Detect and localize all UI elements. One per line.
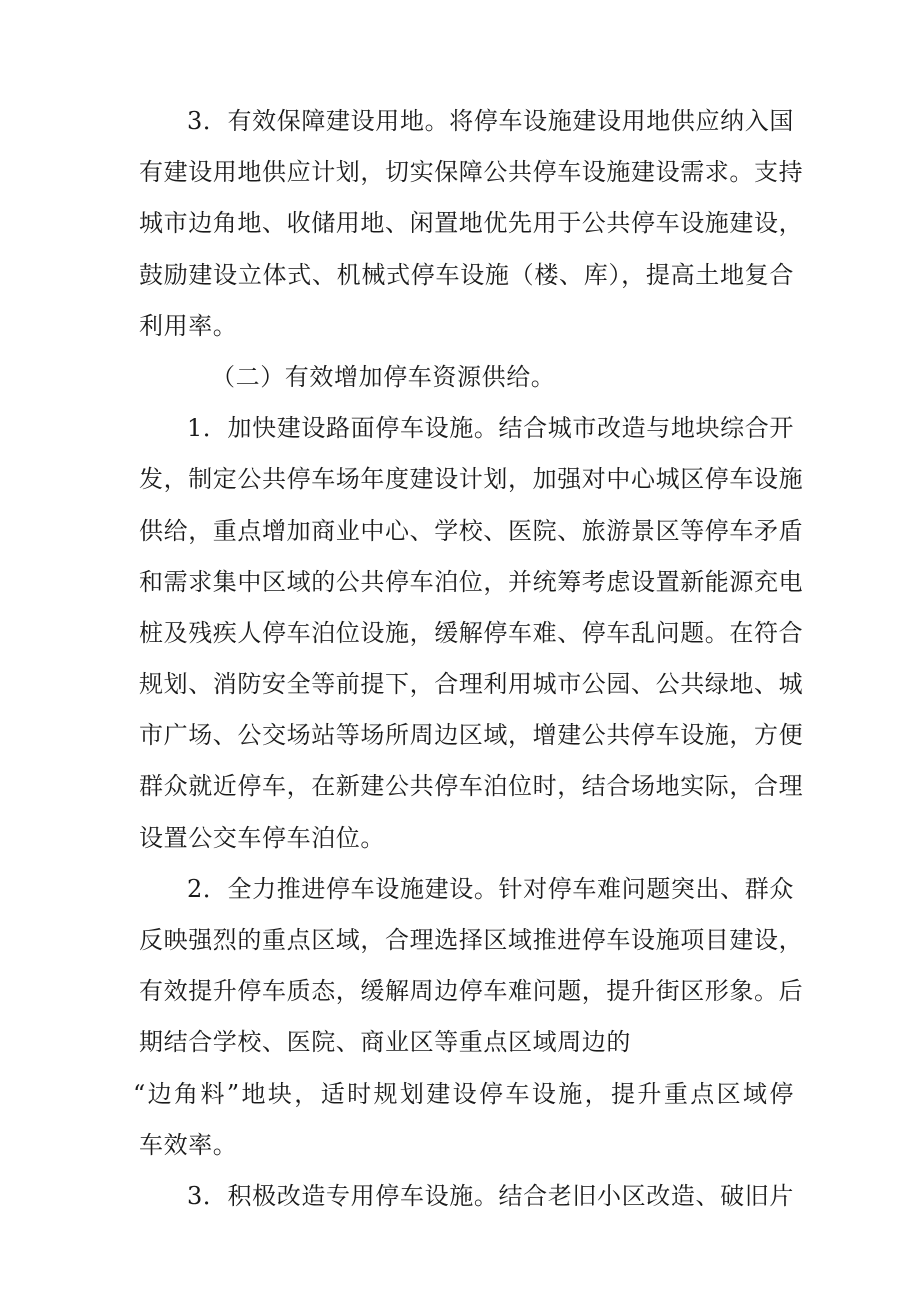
- text-line: 鼓励建设立体式、机械式停车设施（楼、库），提高土地复合: [139, 260, 794, 289]
- text-line: 利用率。: [139, 311, 238, 340]
- text-line: 群众就近停车，在新建公共停车泊位时，结合场地实际，合理: [139, 772, 804, 801]
- text-line: 和需求集中区域的公共停车泊位，并统筹考虑设置新能源充电: [139, 567, 804, 596]
- section-heading: [139, 352, 794, 403]
- paragraph-renovate-parking: [139, 1171, 794, 1222]
- paragraph-promote-construction: [133, 864, 804, 1171]
- heading-line: （二）有效增加停车资源供给。: [211, 362, 556, 391]
- paragraph-road-parking: [139, 403, 804, 864]
- text-line: 车效率。: [139, 1130, 238, 1159]
- text-line: 3．有效保障建设用地。将停车设施建设用地供应纳入国: [187, 107, 794, 135]
- paragraph-land-supply: [139, 96, 804, 352]
- text-line: 市广场、公交场站等场所周边区域，增建公共停车设施，方便: [139, 721, 804, 750]
- text-line: 桩及残疾人停车泊位设施，缓解停车难、停车乱问题。在符合: [139, 618, 804, 647]
- text-line: 设置公交车停车泊位。: [139, 823, 385, 852]
- text-line: 期结合学校、医院、商业区等重点区域周边的: [139, 1028, 631, 1057]
- text-line: 有建设用地供应计划，切实保障公共停车设施建设需求。支持: [139, 158, 804, 187]
- text-line: 规划、消防安全等前提下，合理利用城市公园、公共绿地、城: [139, 670, 804, 699]
- text-line: “边角料”地块，适时规划建设停车设施，提升重点区域停: [133, 1079, 794, 1108]
- text-line: 1．加快建设路面停车设施。结合城市改造与地块综合开: [187, 414, 794, 443]
- text-line: 发，制定公共停车场年度建设计划，加强对中心城区停车设施: [139, 465, 804, 494]
- text-line: 2．全力推进停车设施建设。针对停车难问题突出、群众: [187, 874, 794, 903]
- text-line: 供给，重点增加商业中心、学校、医院、旅游景区等停车矛盾: [139, 516, 804, 545]
- text-line: 有效提升停车质态，缓解周边停车难问题，提升街区形象。后: [139, 977, 804, 1006]
- text-line: 城市边角地、收储用地、闲置地优先用于公共停车设施建设，: [139, 209, 804, 238]
- text-line: 3．积极改造专用停车设施。结合老旧小区改造、破旧片: [187, 1181, 794, 1210]
- document-body: [133, 96, 804, 1222]
- text-line: 反映强烈的重点区域，合理选择区域推进停车设施项目建设，: [139, 926, 804, 954]
